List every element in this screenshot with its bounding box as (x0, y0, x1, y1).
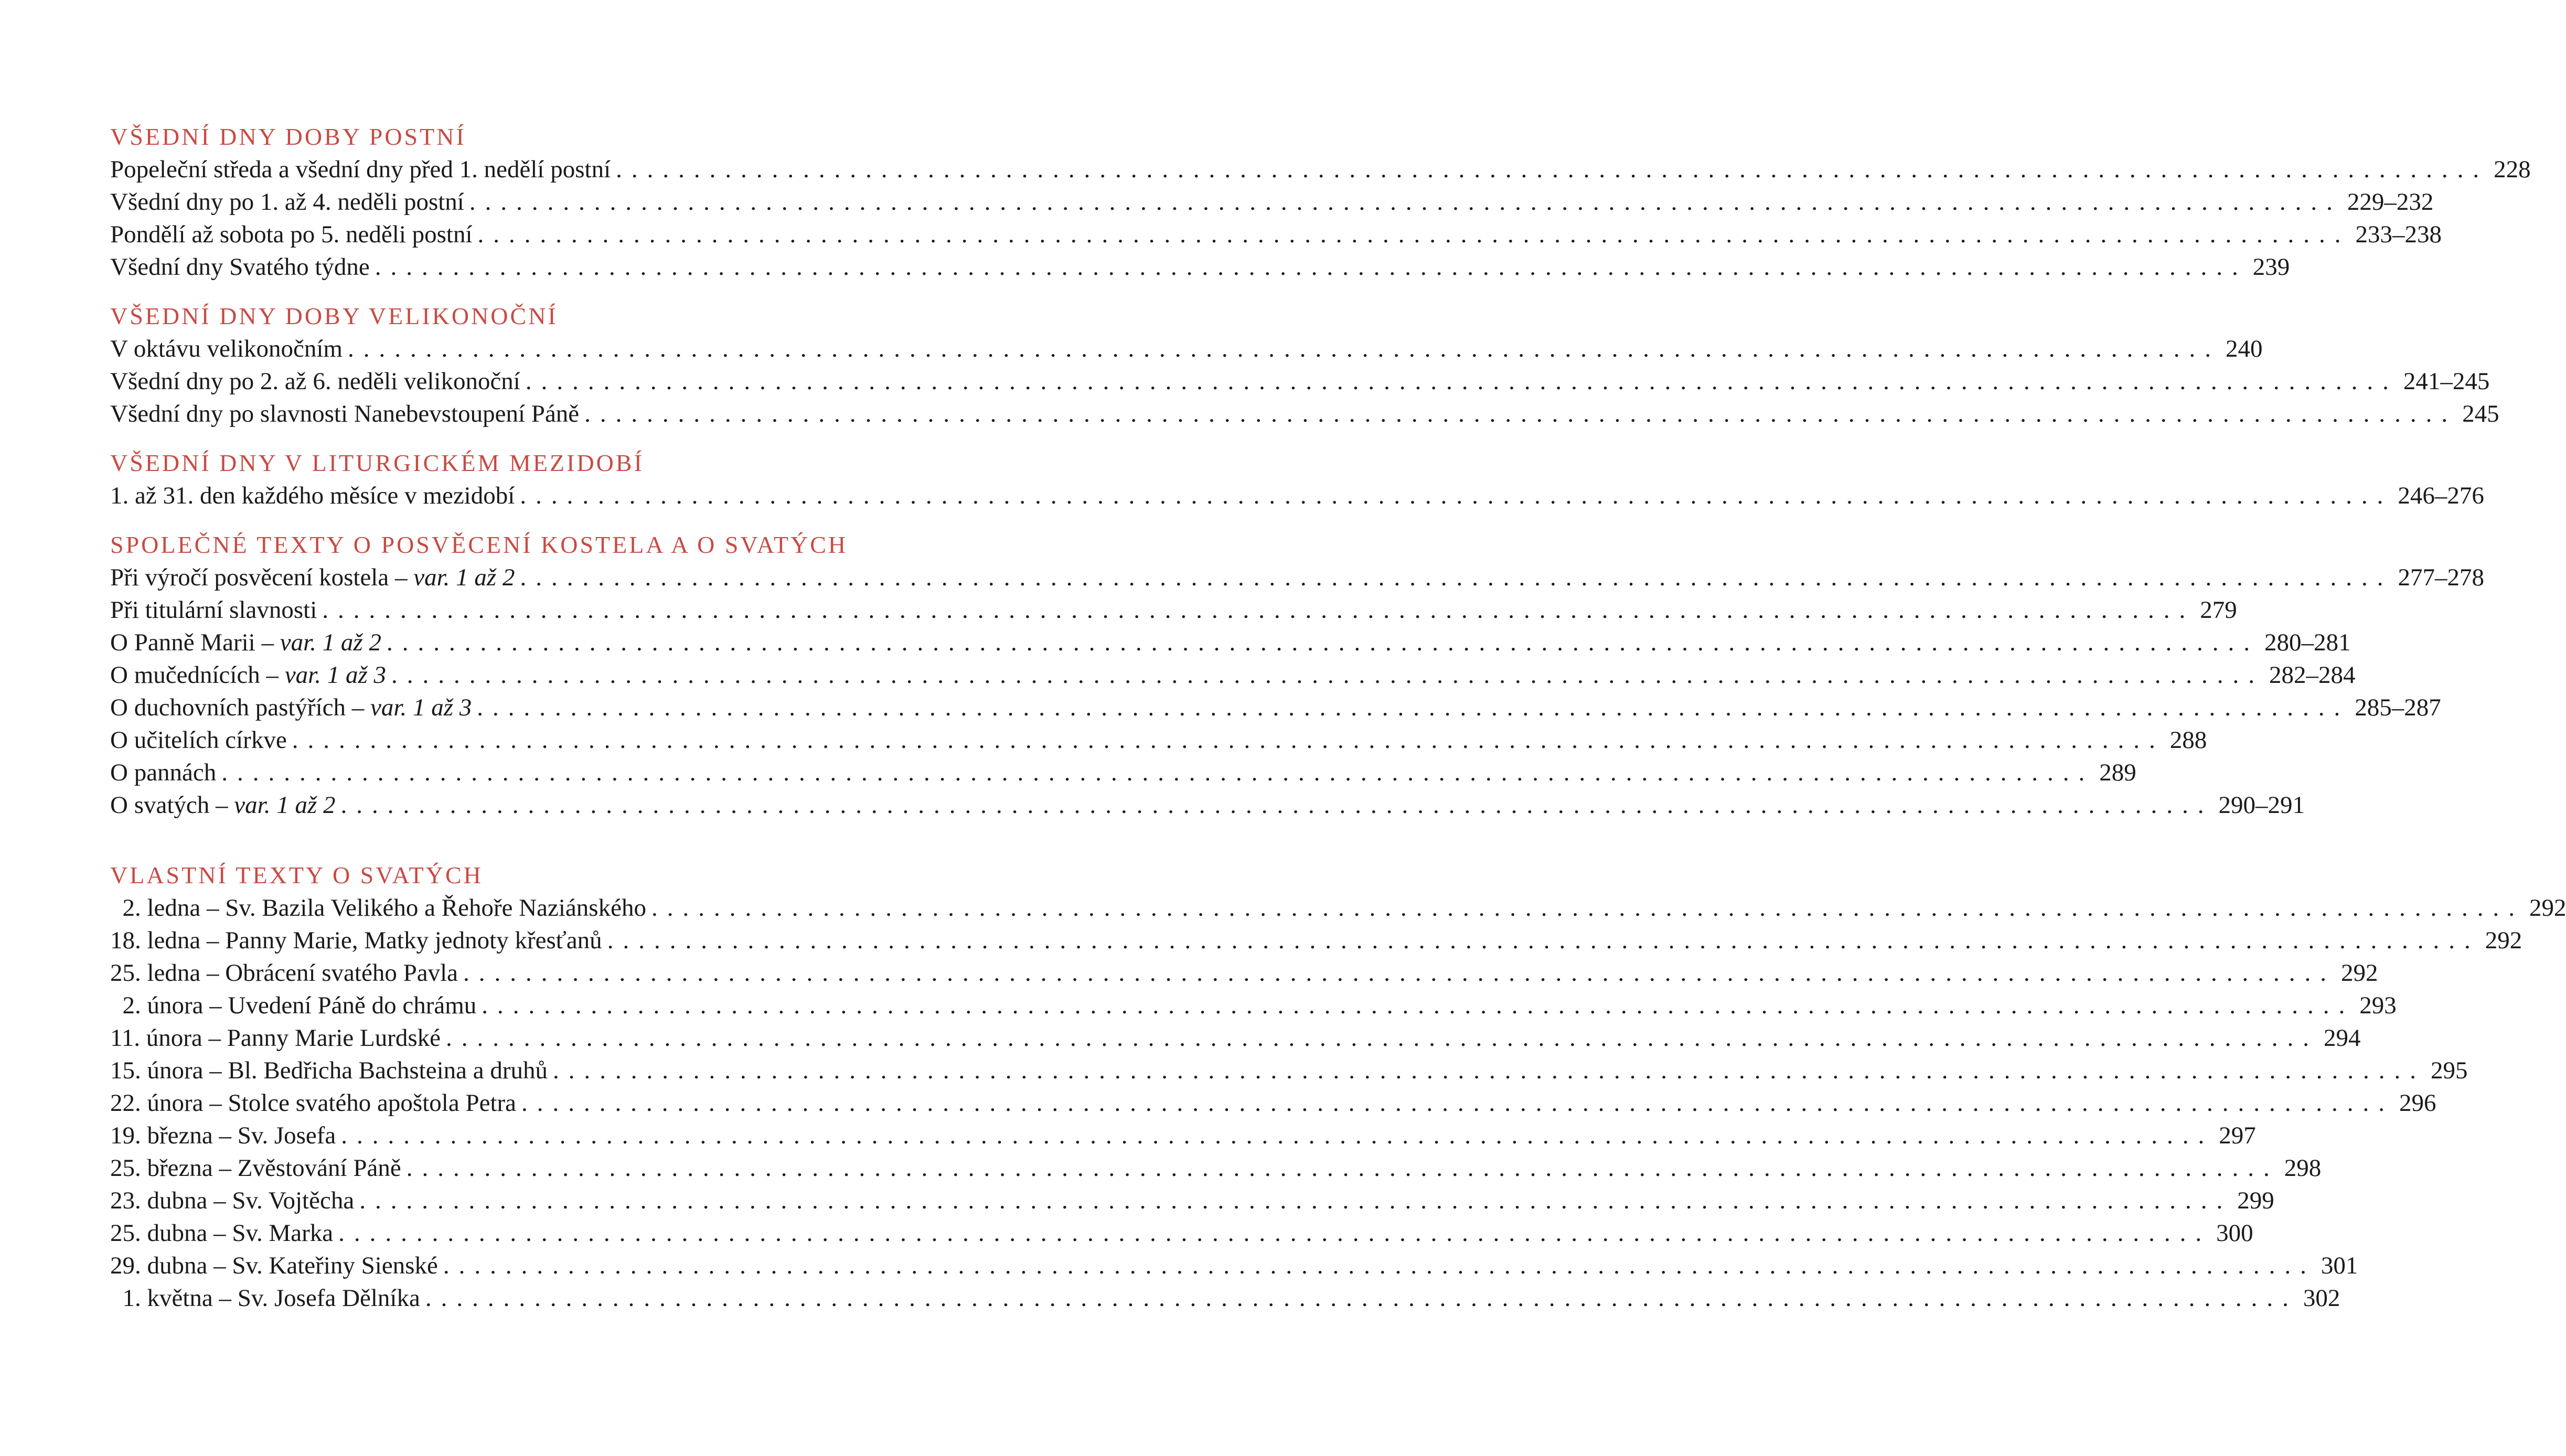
toc-entry[interactable] (110, 1087, 2436, 1119)
dot-leader: ........................................................................................................................ (341, 1122, 2214, 1149)
dot-leader: ........................................................................................................................ (406, 1154, 2279, 1182)
page-number: 246–276 (2398, 482, 2484, 509)
toc-entry[interactable] (110, 892, 2566, 924)
entry-text: 15. února – Bl. Bedřicha Bachsteina a druhů (110, 1057, 548, 1084)
toc-section (110, 300, 2499, 430)
entry-title (110, 333, 343, 365)
dot-leader: ........................................................................................................................ (322, 596, 2195, 624)
entry-title (110, 892, 646, 924)
toc-entry[interactable] (110, 756, 2136, 789)
entry-title (110, 724, 287, 756)
section-heading: VŠEDNÍ DNY V LITURGICKÉM MEZIDOBÍ (110, 449, 644, 476)
page-number: 277–278 (2398, 564, 2484, 591)
page-number: 285–287 (2355, 694, 2441, 721)
entry-text: V oktávu velikonočním (110, 335, 343, 362)
dot-leader: ........................................................................................................................ (375, 253, 2248, 281)
entry-title (110, 561, 515, 594)
section-heading: VLASTNÍ TEXTY O SVATÝCH (110, 862, 483, 888)
toc-entry[interactable] (110, 1022, 2361, 1054)
page-number: 279 (2200, 596, 2237, 624)
page-number: 240 (2225, 335, 2263, 362)
entry-text: 25. dubna – Sv. Marka (110, 1219, 334, 1247)
entry-text: O duchovních pastýřích – (110, 694, 371, 721)
page-number: 300 (2216, 1219, 2253, 1247)
entry-text: 2. ledna – Sv. Bazila Velikého a Řehoře Naziánského (110, 894, 646, 922)
dot-leader: ........................................................................................................................ (607, 927, 2480, 954)
entry-title (110, 756, 216, 789)
entry-text: 1. až 31. den každého měsíce v mezidobí (110, 482, 515, 509)
entry-title (110, 1249, 438, 1282)
entry-text: 19. března – Sv. Josefa (110, 1122, 336, 1149)
dot-leader: ........................................................................................................................ (477, 221, 2350, 248)
toc-section (110, 447, 2484, 512)
page-number: 288 (2169, 726, 2207, 754)
toc-entry[interactable] (110, 957, 2378, 989)
page-number: 289 (2099, 759, 2136, 786)
dot-leader: ........................................................................................................................ (477, 694, 2350, 721)
entry-text: 23. dubna – Sv. Vojtěcha (110, 1187, 355, 1214)
section-heading: SPOLEČNÉ TEXTY O POSVĚCENÍ KOSTELA A O SVATÝCH (110, 531, 848, 558)
toc-entry[interactable] (110, 153, 2531, 186)
dot-leader: ........................................................................................................................ (221, 759, 2094, 786)
entry-text: 2. února – Uvedení Páně do chrámu (110, 992, 477, 1019)
toc-entry[interactable] (110, 626, 2351, 659)
page-number: 239 (2252, 253, 2290, 281)
entry-text: O pannách (110, 759, 217, 786)
dot-leader: ........................................................................................................................ (338, 1219, 2211, 1247)
entry-text: 1. května – Sv. Josefa Dělníka (110, 1284, 420, 1312)
toc-entry[interactable] (110, 398, 2499, 430)
toc-entry[interactable] (110, 1184, 2274, 1217)
entry-title (110, 1087, 516, 1119)
dot-leader: ........................................................................................................................ (347, 335, 2220, 362)
entry-title (110, 691, 472, 724)
entry-title (110, 789, 336, 821)
entry-title (110, 153, 611, 186)
page-number: 292 (2529, 894, 2566, 922)
dot-leader: ........................................................................................................................ (391, 661, 2264, 689)
entry-text: 18. ledna – Panny Marie, Matky jednoty křesťanů (110, 927, 602, 954)
entry-text: Všední dny Svatého týdne (110, 253, 370, 281)
page-number: 296 (2399, 1089, 2436, 1117)
dot-leader: ........................................................................................................................ (482, 992, 2355, 1019)
dot-leader: ........................................................................................................................ (553, 1057, 2426, 1084)
dot-leader: ........................................................................................................................ (469, 188, 2342, 216)
dot-leader: ........................................................................................................................ (521, 1089, 2394, 1117)
toc-entry[interactable] (110, 989, 2397, 1022)
entry-title (110, 1022, 441, 1054)
entry-title (110, 251, 370, 283)
page-number: 245 (2462, 400, 2499, 427)
entry-variant: var. 1 až 2 (280, 629, 381, 656)
toc-section (110, 529, 2484, 821)
toc-entry[interactable] (110, 251, 2290, 283)
entry-title (110, 1282, 420, 1314)
page-number: 294 (2324, 1024, 2361, 1052)
entry-text: Při titulární slavnosti (110, 596, 317, 624)
entry-text: O učitelích církve (110, 726, 287, 754)
toc-entry[interactable] (110, 924, 2522, 957)
entry-text: 25. ledna – Obrácení svatého Pavla (110, 959, 458, 987)
section-heading: VŠEDNÍ DNY DOBY VELIKONOČNÍ (110, 303, 558, 329)
toc-entry[interactable] (110, 479, 2484, 512)
entry-title (110, 186, 464, 218)
page-number: 301 (2321, 1252, 2358, 1279)
entry-title (110, 1119, 336, 1152)
entry-title (110, 218, 473, 251)
entry-title (110, 659, 386, 691)
toc-entry[interactable] (110, 594, 2237, 626)
page-number: 290–291 (2218, 791, 2305, 819)
section-heading: VŠEDNÍ DNY DOBY POSTNÍ (110, 123, 466, 150)
dot-leader: ........................................................................................................................ (443, 1252, 2316, 1279)
entry-title (110, 479, 515, 512)
dot-leader: ........................................................................................................................ (386, 629, 2259, 656)
entry-variant: var. 1 až 3 (370, 694, 472, 721)
toc-section (110, 859, 2566, 1314)
entry-text: Všední dny po 2. až 6. neděli velikonoční (110, 368, 520, 395)
entry-text: Všední dny po slavnosti Nanebevstoupení Páně (110, 400, 580, 427)
entry-text: Popeleční středa a všední dny před 1. nedělí postní (110, 156, 611, 183)
page-number: 299 (2237, 1187, 2274, 1214)
entry-title (110, 957, 458, 989)
dot-leader: ........................................................................................................................ (616, 156, 2489, 183)
entry-text: O Panně Marii – (110, 629, 280, 656)
toc-entry[interactable] (110, 561, 2484, 594)
toc-entry[interactable] (110, 218, 2442, 251)
dot-leader: ........................................................................................................................ (446, 1024, 2319, 1052)
entry-title (110, 626, 381, 659)
toc-entry[interactable] (110, 691, 2441, 724)
page-number: 297 (2219, 1122, 2256, 1149)
dot-leader: ........................................................................................................................ (425, 1284, 2298, 1312)
entry-variant: var. 1 až 3 (284, 661, 387, 689)
entry-text: O mučednících – (110, 661, 285, 689)
entry-variant: var. 1 až 2 (413, 564, 515, 591)
entry-text: 25. března – Zvěstování Páně (110, 1154, 401, 1182)
dot-leader: ........................................................................................................................ (359, 1187, 2232, 1214)
entry-text: 11. února – Panny Marie Lurdské (110, 1024, 441, 1052)
toc-entry[interactable] (110, 1249, 2358, 1282)
toc-entry[interactable] (110, 724, 2207, 756)
page-number: 282–284 (2269, 661, 2356, 689)
page-number: 228 (2494, 156, 2531, 183)
dot-leader: ........................................................................................................................ (584, 400, 2457, 427)
entry-text: O svatých – (110, 791, 234, 819)
dot-leader: ........................................................................................................................ (651, 894, 2524, 922)
dot-leader: ........................................................................................................................ (525, 368, 2398, 395)
entry-title (110, 1184, 354, 1217)
toc-entry[interactable] (110, 1217, 2253, 1249)
page-number: 292 (2341, 959, 2378, 987)
entry-title (110, 594, 317, 626)
toc-entry[interactable] (110, 789, 2305, 821)
page-number: 280–281 (2264, 629, 2351, 656)
toc-entry[interactable] (110, 186, 2434, 218)
entry-title (110, 398, 579, 430)
entry-text: Při výročí posvěcení kostela – (110, 564, 414, 591)
toc-section (110, 121, 2531, 283)
dot-leader: ........................................................................................................................ (520, 482, 2393, 509)
entry-text: Všední dny po 1. až 4. neděli postní (110, 188, 464, 216)
toc-entry[interactable] (110, 1152, 2322, 1184)
table-of-contents (110, 121, 2566, 1314)
toc-entry[interactable] (110, 1119, 2256, 1152)
page-number: 295 (2431, 1057, 2468, 1084)
entry-title (110, 1054, 548, 1087)
entry-title (110, 1217, 333, 1249)
entry-text: 29. dubna – Sv. Kateřiny Sienské (110, 1252, 438, 1279)
page-number: 241–245 (2403, 368, 2490, 395)
toc-entry[interactable] (110, 1054, 2468, 1087)
toc-entry[interactable] (110, 659, 2356, 691)
toc-entry[interactable] (110, 1282, 2340, 1314)
page-number: 293 (2359, 992, 2397, 1019)
dot-leader: ........................................................................................................................ (463, 959, 2336, 987)
entry-text: 22. února – Stolce svatého apoštola Petra (110, 1089, 517, 1117)
entry-title (110, 365, 520, 398)
toc-entry[interactable] (110, 365, 2490, 398)
entry-title (110, 924, 602, 957)
page-number: 229–232 (2347, 188, 2434, 216)
dot-leader: ........................................................................................................................ (340, 791, 2214, 819)
page-number: 302 (2303, 1284, 2340, 1312)
toc-entry[interactable] (110, 333, 2263, 365)
dot-leader: ........................................................................................................................ (292, 726, 2165, 754)
page-number: 233–238 (2355, 221, 2442, 248)
entry-variant: var. 1 až 2 (234, 791, 336, 819)
entry-title (110, 989, 476, 1022)
page-number: 298 (2284, 1154, 2322, 1182)
dot-leader: ........................................................................................................................ (520, 564, 2393, 591)
entry-title (110, 1152, 401, 1184)
page-number: 292 (2485, 927, 2522, 954)
entry-text: Pondělí až sobota po 5. neděli postní (110, 221, 473, 248)
